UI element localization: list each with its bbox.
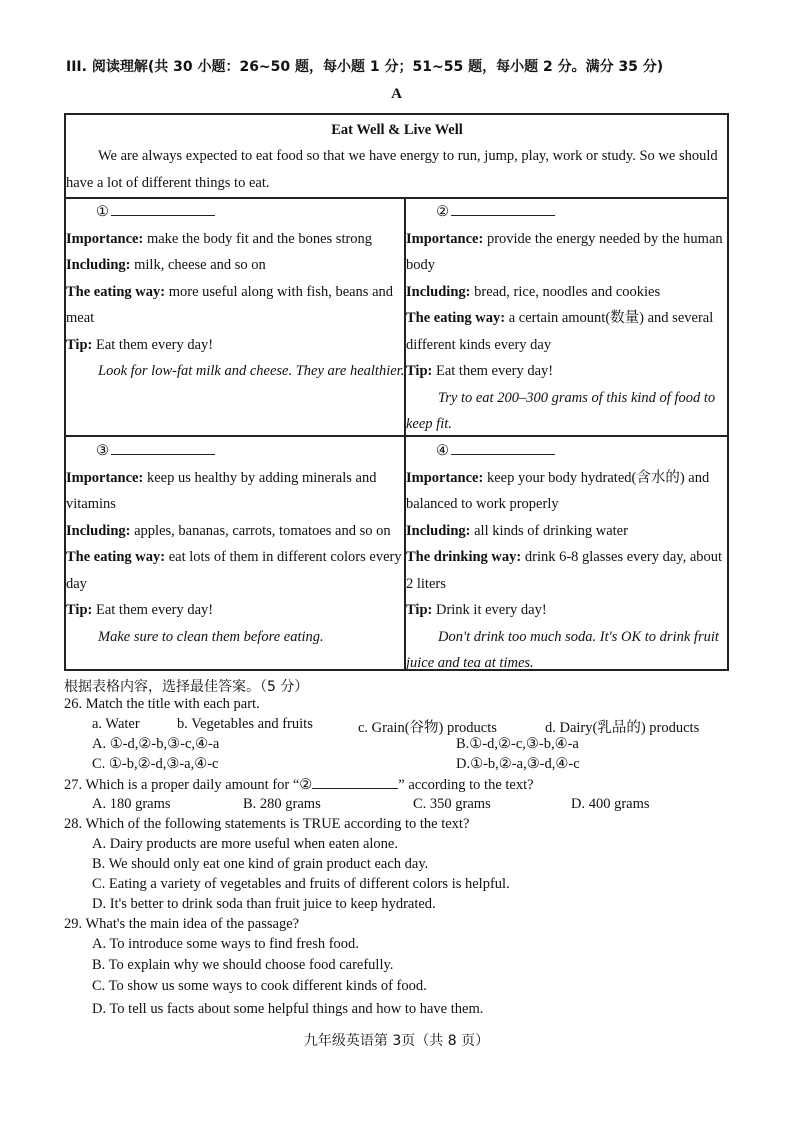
cell-line xyxy=(406,226,730,279)
cell-number xyxy=(66,438,406,465)
cell-line-text: make the body fit and the bones strong xyxy=(143,230,373,247)
q26-title-d: d. Dairy(乳品的) products xyxy=(545,720,700,736)
cell-line xyxy=(66,332,406,359)
q27-stem-before: 27. Which is a proper daily amount for “② xyxy=(64,777,313,793)
cell-line-text: drink 6-8 glasses every day, about 2 liters xyxy=(406,549,723,592)
cell-line xyxy=(406,518,730,545)
q29-option-a[interactable]: A. To introduce some ways to find fresh food. xyxy=(92,936,359,952)
cell-number-label: ① xyxy=(96,204,109,220)
cell-number xyxy=(406,438,730,465)
cell-grain xyxy=(406,199,730,438)
q27-option-a[interactable]: A. 180 grams xyxy=(92,796,171,812)
q26-option-b[interactable]: B.①-d,②-c,③-b,④-a xyxy=(456,736,579,752)
q27-option-b[interactable]: B. 280 grams xyxy=(243,796,321,812)
q26-option-c[interactable]: C. ①-b,②-d,③-a,④-c xyxy=(92,756,219,772)
q29-option-d[interactable]: D. To tell us facts about some helpful things and how to have them. xyxy=(92,1001,484,1017)
cell-dairy xyxy=(66,199,406,385)
cell-vegetables xyxy=(66,438,406,650)
cell-line-text: a certain amount(数量) and several different kinds every day xyxy=(406,310,714,353)
answer-blank xyxy=(111,440,215,455)
cell-line-label: Including: xyxy=(406,522,471,539)
cell-number xyxy=(406,199,730,226)
cell-line xyxy=(406,279,730,306)
cell-line-label: Including: xyxy=(66,257,131,273)
cell-line-label: Importance: xyxy=(406,230,484,247)
q26-title-b: b. Vegetables and fruits xyxy=(177,716,313,732)
cell-line-text: milk, cheese and so on xyxy=(130,257,266,273)
q27-option-c[interactable]: C. 350 grams xyxy=(413,796,491,812)
cell-line-label: Including: xyxy=(66,522,131,539)
cell-line-text: Eat them every day! xyxy=(92,336,214,353)
cell-line-label: Tip: xyxy=(66,602,93,618)
table-right-border xyxy=(727,113,729,671)
cell-line xyxy=(406,358,730,385)
q26-title-a: a. Water xyxy=(92,716,140,732)
q26-option-d[interactable]: D.①-b,②-a,③-d,④-c xyxy=(456,756,580,772)
cell-line-label: Including: xyxy=(406,283,471,300)
cell-line xyxy=(406,597,730,624)
cell-line xyxy=(66,518,406,545)
q28-stem: 28. Which of the following statements is TRUE according to the text? xyxy=(64,816,470,832)
q26-stem: 26. Match the title with each part. xyxy=(64,696,260,712)
answer-blank xyxy=(451,201,555,216)
passage-title: Eat Well & Live Well xyxy=(331,122,463,138)
page-footer: 九年级英语第 3页（共 8 页） xyxy=(303,1033,490,1049)
q27-stem xyxy=(64,776,534,794)
cell-line-text: more useful along with fish, beans and meat xyxy=(66,283,394,326)
cell-line-label: The eating way: xyxy=(66,549,166,565)
cell-line-text: Eat them every day! xyxy=(432,363,554,379)
cell-number-label: ④ xyxy=(436,443,449,459)
q28-option-a[interactable]: A. Dairy products are more useful when eaten alone. xyxy=(92,836,398,852)
answer-blank xyxy=(111,201,215,216)
cell-number-label: ③ xyxy=(96,443,109,459)
cell-line-label: Importance: xyxy=(66,230,144,247)
cell-tip-note: Don't drink too much soda. It's OK to drink fruit juice and tea at times. xyxy=(406,628,719,671)
q28-option-b[interactable]: B. We should only eat one kind of grain product each day. xyxy=(92,856,429,872)
passage-table xyxy=(64,113,728,671)
cell-line xyxy=(66,465,406,518)
cell-line xyxy=(406,305,730,358)
q28-option-c[interactable]: C. Eating a variety of vegetables and fruits of different colors is helpful. xyxy=(92,876,510,892)
cell-number xyxy=(66,199,406,226)
q26-option-a[interactable]: A. ①-d,②-b,③-c,④-a xyxy=(92,736,220,752)
cell-line-label: Importance: xyxy=(66,469,144,486)
cell-line xyxy=(66,252,406,279)
cell-line xyxy=(66,544,406,597)
cell-number-label: ② xyxy=(436,204,449,220)
cell-line-label: Tip: xyxy=(406,602,433,618)
cell-line-label: The eating way: xyxy=(66,283,166,300)
answer-blank xyxy=(451,440,555,455)
cell-line-text: apples, bananas, carrots, tomatoes and so on xyxy=(130,522,391,539)
cell-water xyxy=(406,438,730,677)
cell-tip-note: Make sure to clean them before eating. xyxy=(98,628,324,645)
q29-stem: 29. What's the main idea of the passage? xyxy=(64,916,300,932)
cell-line-text: eat lots of them in different colors every day xyxy=(66,549,402,592)
cell-line xyxy=(66,279,406,332)
cell-line-text: Eat them every day! xyxy=(92,602,214,618)
cell-line-text: keep your body hydrated(含水的) and balanced to work properly xyxy=(406,469,710,512)
cell-line-label: Tip: xyxy=(66,336,93,353)
q27-option-d[interactable]: D. 400 grams xyxy=(571,796,650,812)
cell-line-text: provide the energy needed by the human body xyxy=(406,230,723,273)
q29-option-c[interactable]: C. To show us some ways to cook different kinds of food. xyxy=(92,978,427,994)
passage-intro: We are always expected to eat food so that we have energy to run, jump, play, work or study. So we should have a lot of different things to eat. xyxy=(66,148,718,191)
q29-option-b[interactable]: B. To explain why we should choose food carefully. xyxy=(92,957,394,973)
cell-line xyxy=(66,226,406,253)
q26-title-c: c. Grain(谷物) products xyxy=(358,720,497,736)
cell-tip-note: Look for low-fat milk and cheese. They are healthier. xyxy=(98,363,405,379)
cell-line-text: all kinds of drinking water xyxy=(470,522,628,539)
cell-line xyxy=(66,597,406,624)
cell-line-text: keep us healthy by adding minerals and vitamins xyxy=(66,469,377,512)
cell-line-label: The drinking way: xyxy=(406,549,522,565)
section-title: III. 阅读理解(共 30 小题：26~50 题，每小题 1 分；51~55 题，每小题 2 分。满分 35 分) xyxy=(66,59,664,75)
instruction: 根据表格内容，选择最佳答案。（5 分） xyxy=(64,679,309,695)
cell-line xyxy=(406,544,730,597)
q27-blank xyxy=(312,776,398,789)
cell-line-label: Importance: xyxy=(406,469,484,486)
cell-line-label: The eating way: xyxy=(406,310,506,326)
cell-line-text: Drink it every day! xyxy=(432,602,547,618)
part-letter: A xyxy=(391,86,402,102)
cell-line-label: Tip: xyxy=(406,363,433,379)
q27-stem-after: ” according to the text? xyxy=(398,777,534,793)
cell-line xyxy=(406,465,730,518)
cell-tip-note: Try to eat 200–300 grams of this kind of food to keep fit. xyxy=(406,389,716,432)
cell-line-text: bread, rice, noodles and cookies xyxy=(470,283,661,300)
q28-option-d[interactable]: D. It's better to drink soda than fruit juice to keep hydrated. xyxy=(92,896,436,912)
